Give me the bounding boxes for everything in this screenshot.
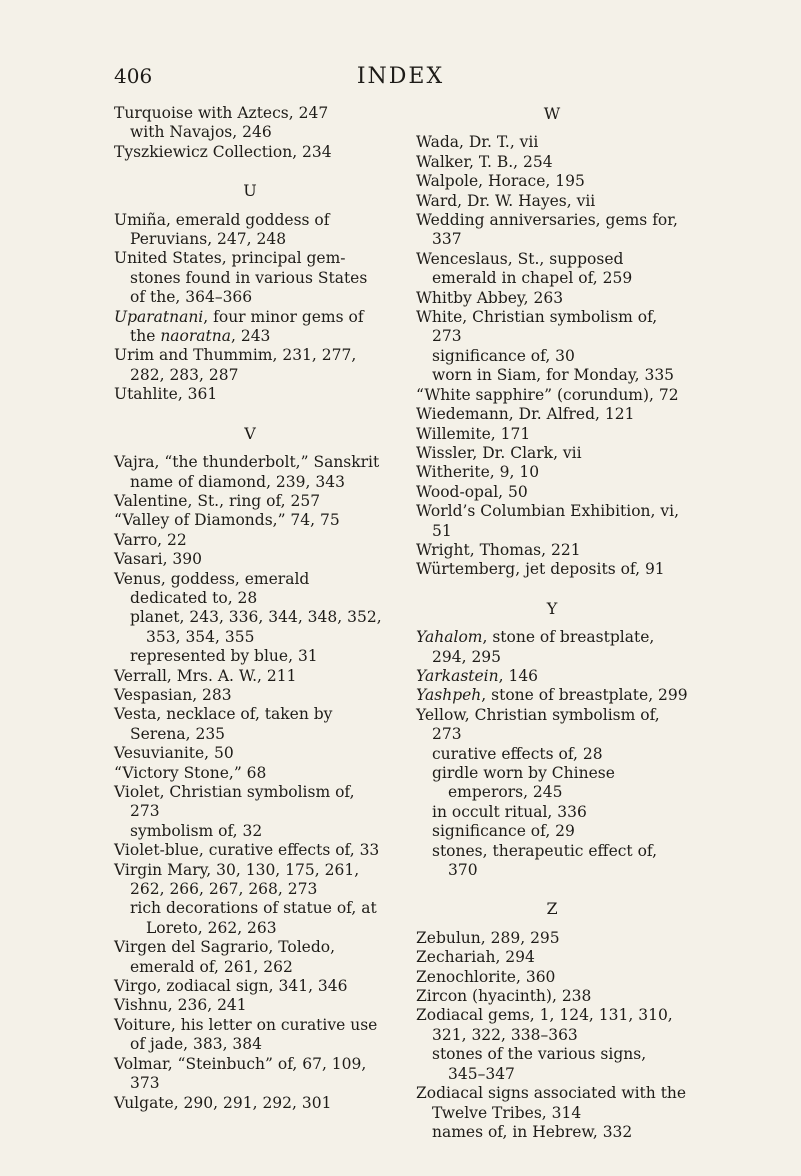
index-subentry: symbolism of, 32 — [130, 821, 263, 840]
index-subentry: represented by blue, 31 — [130, 647, 318, 666]
index-entry: Zenochlorite, 360 — [416, 967, 556, 986]
index-entry: World’s Columbian Exhibition, vi, 51 — [416, 502, 680, 540]
index-entry: Varro, 22 — [114, 530, 187, 549]
index-entry: Walpole, Horace, 195 — [416, 172, 585, 191]
index-entry: Witherite, 9, 10 — [416, 463, 540, 482]
index-entry: Urim and Thummim, 231, 277, 282, 283, 287 — [114, 346, 357, 384]
index-entry: Ward, Dr. W. Hayes, vii — [416, 191, 596, 210]
index-entry: Zechariah, 294 — [416, 948, 535, 967]
index-subentry: worn in Siam, for Monday, 335 — [432, 366, 675, 385]
index-entry: Turquoise with Aztecs, 247 — [114, 104, 329, 122]
section-letter-z: Z — [546, 899, 558, 919]
index-entry: Vishnu, 236, 241 — [114, 996, 247, 1015]
index-entry: Wenceslaus, St., supposed emerald in chapel of, 259 — [416, 249, 633, 288]
index-subentry: rich decorations of statue of, at Loreto, 262, 263 — [130, 899, 377, 937]
index-entry: Walker, T. B., 254 — [416, 152, 553, 171]
index-subentry: curative effects of, 28 — [432, 744, 603, 763]
index-entry: Verrall, Mrs. A. W., 211 — [114, 666, 297, 685]
index-entry: Vulgate, 290, 291, 292, 301 — [114, 1093, 332, 1112]
index-entry: Whitby Abbey, 263 — [416, 288, 564, 307]
index-entry: Wiedemann, Dr. Alfred, 121 — [416, 405, 635, 424]
index-entry: Umiña, emerald goddess of Peruvians, 247, 248 — [114, 210, 330, 249]
index-entry: Volmar, “Steinbuch” of, 67, 109, 373 — [114, 1054, 367, 1093]
index-subentry: significance of, 29 — [432, 822, 575, 841]
index-entry: Wright, Thomas, 221 — [416, 540, 581, 559]
index-entry: Willemite, 171 — [416, 424, 531, 443]
index-entry: Wedding anniversaries, gems for, 337 — [416, 211, 678, 249]
index-subentry: in occult ritual, 336 — [432, 802, 587, 821]
index-entry: Uparatnani, four minor gems of the naoratna, 243 — [114, 307, 364, 346]
index-entry: Vasari, 390 — [114, 550, 203, 569]
index-entry: Virgin Mary, 30, 130, 175, 261, 262, 266, 267, 268, 273 — [114, 860, 360, 899]
index-entry: Vesta, necklace of, taken by Serena, 235 — [114, 705, 333, 743]
index-entry: Voiture, his letter on curative use of jade, 383, 384 — [114, 1015, 378, 1054]
index-entry: Tyszkiewicz Collection, 234 — [114, 142, 332, 161]
index-entry: Wood-opal, 50 — [416, 482, 528, 501]
index-entry: Wissler, Dr. Clark, vii — [416, 443, 582, 462]
index-entry: White, Christian symbolism of, 273 — [416, 308, 658, 346]
index-entry: Yellow, Christian symbolism of, 273 — [416, 705, 660, 744]
index-subentry: stones of the various signs, 345–347 — [432, 1045, 647, 1083]
index-entry: Yashpeh, stone of breastplate, 299 — [416, 686, 688, 705]
index-entry: Zodiacal signs associated with the Twelve Tribes, 314 — [416, 1084, 687, 1122]
index-subentry: with Navajos, 246 — [130, 123, 272, 142]
index-entry: Venus, goddess, emerald dedicated to, 28 — [114, 569, 310, 607]
index-entry: Utahlite, 361 — [114, 385, 218, 404]
section-letter-v: V — [244, 423, 256, 443]
index-entry: Valentine, St., ring of, 257 — [114, 491, 321, 510]
index-subentry: stones, therapeutic effect of, 370 — [432, 841, 658, 880]
index-entry: “Victory Stone,” 68 — [114, 763, 267, 782]
index-column-right — [416, 104, 688, 1142]
index-subentry: girdle worn by Chinese emperors, 245 — [432, 764, 615, 802]
index-entry: Vajra, “the thunderbolt,” Sanskrit name of diamond, 239, 343 — [114, 453, 380, 491]
index-entry: Zebulun, 289, 295 — [416, 928, 560, 947]
index-subentry: planet, 243, 336, 344, 348, 352, 353, 354, 355 — [130, 608, 382, 646]
index-entry: Wada, Dr. T., vii — [416, 133, 539, 152]
index-entry: “Valley of Diamonds,” 74, 75 — [114, 511, 340, 530]
section-letter-w: W — [543, 104, 561, 123]
index-entry: Zircon (hyacinth), 238 — [416, 987, 592, 1006]
page-number: 406 — [114, 64, 153, 88]
index-entry: Zodiacal gems, 1, 124, 131, 310, 321, 322, 338–363 — [416, 1006, 673, 1044]
index-subentry: significance of, 30 — [432, 346, 575, 365]
index-entry: Yarkastein, 146 — [416, 666, 539, 685]
section-letter-y: Y — [546, 598, 558, 618]
index-entry: Vespasian, 283 — [114, 685, 232, 704]
running-head: INDEX — [356, 64, 445, 89]
index-entry: Yahalom, stone of breastplate, 294, 295 — [416, 628, 655, 666]
index-entry: Virgen del Sagrario, Toledo, emerald of, 261, 262 — [114, 938, 336, 976]
index-entry: Violet, Christian symbolism of, 273 — [114, 783, 355, 821]
index-column-left — [114, 104, 386, 1113]
index-entry: Würtemberg, jet deposits of, 91 — [416, 560, 665, 579]
index-entry: “White sapphire” (corundum), 72 — [416, 385, 679, 404]
index-entry: Virgo, zodiacal sign, 341, 346 — [114, 977, 348, 996]
index-entry: Vesuvianite, 50 — [114, 744, 234, 763]
section-letter-u: U — [243, 181, 257, 201]
index-entry: United States, principal gem-stones found in various States of the, 364–366 — [114, 249, 368, 307]
index-entry: Violet-blue, curative effects of, 33 — [114, 841, 380, 860]
index-subentry: names of, in Hebrew, 332 — [432, 1122, 633, 1141]
